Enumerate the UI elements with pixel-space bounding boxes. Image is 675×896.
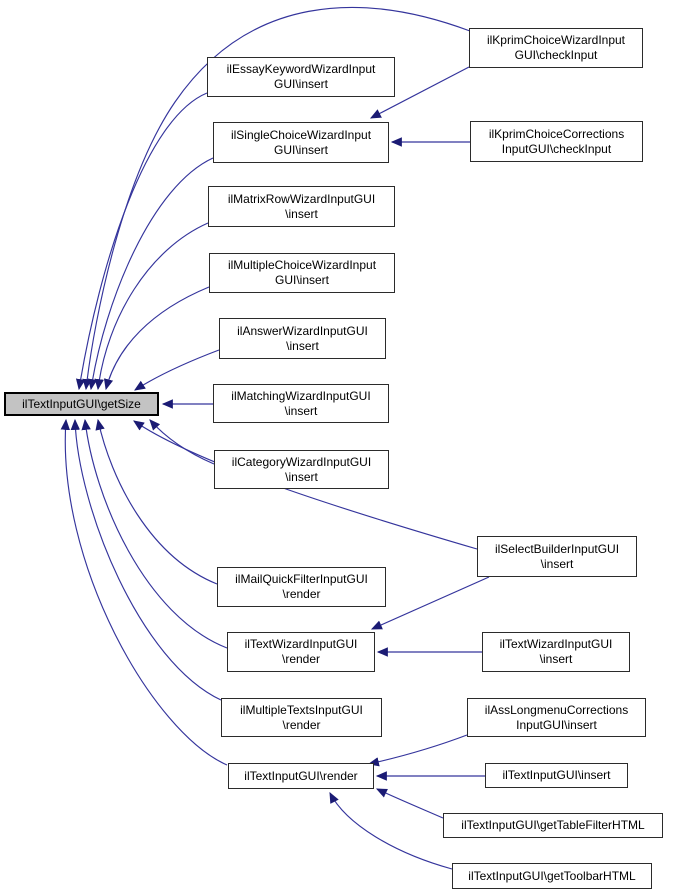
node-label: ilTextInputGUI\getTableFilterHTML: [461, 818, 645, 832]
node-text-input-insert[interactable]: [485, 763, 628, 788]
node-label: GUI\insert: [273, 77, 328, 91]
node-label: ilTextWizardInputGUI: [244, 637, 358, 651]
node-label: ilMatchingWizardInputGUI: [231, 388, 371, 403]
node-label: ilAnswerWizardInputGUI: [237, 323, 368, 338]
node-label: ilTextInputGUI\insert: [502, 768, 611, 782]
edge-select-builder-insert-to-text-wizard-render: [372, 577, 489, 629]
edge-get-table-filter-html-to-text-input-render: [377, 789, 443, 818]
node-label: ilTextInputGUI\getToolbarHTML: [468, 868, 636, 883]
node-mail-quick-filter-render[interactable]: [217, 567, 386, 607]
node-label: ilMultipleChoiceWizardInput: [227, 258, 377, 272]
edge-text-input-render-to-getsize: [65, 420, 227, 765]
node-label: \render: [281, 652, 321, 666]
node-multiple-choice-wizard-insert[interactable]: [209, 253, 395, 293]
edge-multiple-texts-render-to-getsize: [75, 420, 221, 700]
node-label: \render: [282, 717, 321, 732]
edge-essay-keyword-insert-to-getsize: [79, 93, 207, 389]
node-label: \insert: [285, 469, 318, 484]
node-label: ilMultipleTextsInputGUI: [240, 702, 363, 717]
node-single-choice-wizard-insert[interactable]: [213, 122, 389, 163]
node-label: ilMatrixRowWizardInputGUI: [227, 191, 376, 206]
node-label: \insert: [540, 556, 574, 571]
node-label: GUI\insert: [274, 273, 329, 287]
node-label: InputGUI\checkInput: [501, 141, 612, 156]
node-label: GUI\insert: [273, 142, 328, 157]
node-label: ilTextWizardInputGUI: [499, 637, 613, 651]
node-label: \insert: [539, 652, 573, 666]
node-select-builder-insert[interactable]: [477, 536, 637, 577]
edge-ass-longmenu-insert-to-text-input-render: [369, 735, 467, 764]
node-essay-keyword-wizard-insert[interactable]: [207, 57, 395, 97]
node-label: ilTextInputGUI\render: [244, 768, 358, 783]
edge-get-toolbar-html-to-text-input-render: [330, 793, 452, 869]
edge-answer-wizard-insert-to-getsize: [135, 350, 219, 390]
node-label: ilKprimChoiceWizardInput: [486, 33, 626, 47]
node-label: ilSingleChoiceWizardInput: [230, 127, 372, 142]
node-label: \insert: [284, 403, 318, 418]
node-label: ilMailQuickFilterInputGUI: [235, 572, 368, 586]
node-category-wizard-insert[interactable]: [214, 450, 389, 489]
node-get-table-filter-html[interactable]: [443, 813, 663, 838]
node-ass-longmenu-corrections-insert[interactable]: [467, 698, 646, 737]
node-label: \render: [282, 587, 321, 601]
node-matching-wizard-insert[interactable]: [213, 384, 389, 423]
node-text-wizard-render[interactable]: [227, 632, 375, 672]
node-text-input-render[interactable]: [228, 763, 374, 789]
node-matrix-row-wizard-insert[interactable]: [208, 186, 395, 227]
edge-multiple-choice-insert-to-getsize: [106, 287, 209, 389]
node-label: ilSelectBuilderInputGUI: [494, 541, 620, 556]
edge-mail-quick-filter-render-to-getsize: [98, 420, 217, 584]
edge-single-choice-insert-to-getsize: [91, 158, 213, 389]
node-label: ilTextInputGUI\getSize: [22, 396, 141, 411]
node-kprim-choice-corrections-checkinput[interactable]: [470, 121, 643, 162]
node-text-input-getsize: [4, 392, 159, 416]
node-multiple-texts-render[interactable]: [221, 698, 382, 737]
node-label: ilCategoryWizardInputGUI: [231, 454, 372, 469]
node-text-wizard-insert[interactable]: [482, 632, 630, 672]
node-answer-wizard-insert[interactable]: [219, 318, 386, 359]
node-label: InputGUI\insert: [516, 717, 597, 732]
node-get-toolbar-html[interactable]: [452, 863, 652, 889]
node-label: GUI\checkInput: [514, 48, 598, 62]
edge-matrix-row-insert-to-getsize: [98, 223, 208, 389]
node-label: \insert: [285, 206, 318, 221]
node-kprim-choice-wizard-checkinput[interactable]: [469, 28, 643, 68]
node-label: ilAssLongmenuCorrections: [484, 702, 629, 717]
node-label: ilEssayKeywordWizardInput: [226, 62, 376, 76]
edge-text-wizard-render-to-getsize: [85, 420, 227, 648]
node-label: ilKprimChoiceCorrections: [488, 126, 625, 141]
node-label: \insert: [286, 338, 319, 353]
